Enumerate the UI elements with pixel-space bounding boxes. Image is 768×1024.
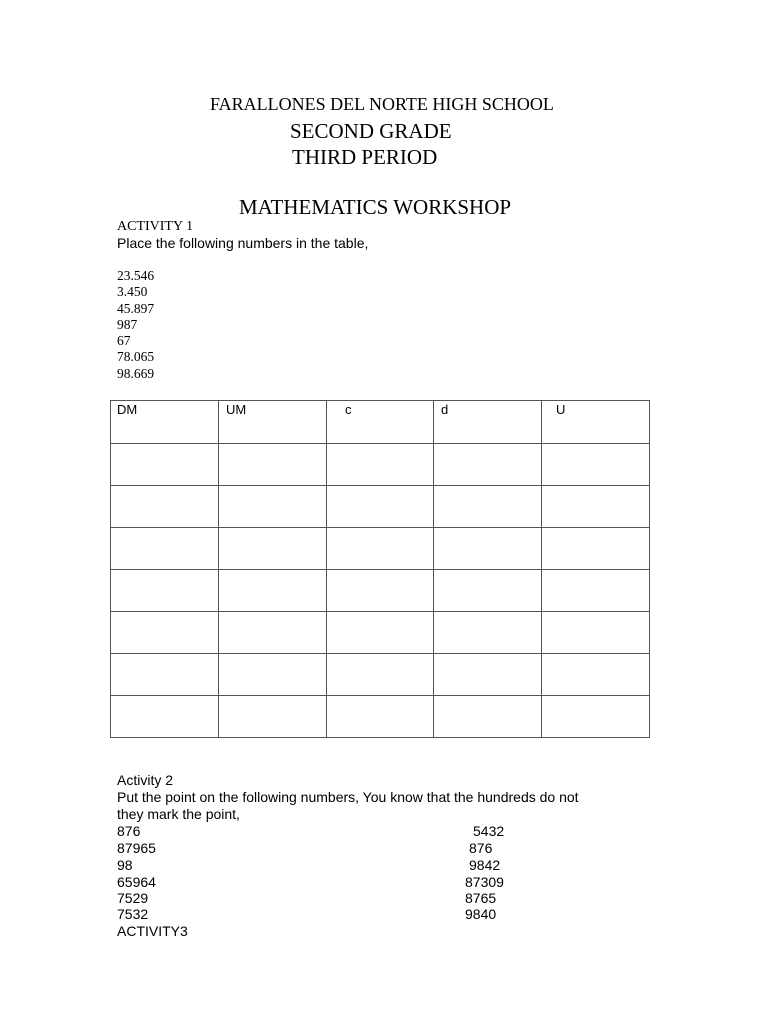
activity1-number-list (117, 268, 154, 382)
left-number: 87965 (117, 840, 156, 856)
table-cell[interactable] (327, 444, 434, 486)
table-row (111, 612, 650, 654)
activity2-title: Activity 2 (117, 772, 174, 788)
header-label: U (556, 402, 566, 417)
table-cell[interactable] (111, 570, 219, 612)
table-cell[interactable] (434, 486, 542, 528)
table-cell[interactable] (542, 486, 650, 528)
activity2-instruction-line1: Put the point on the following numbers, You know that the hundreds do not (117, 789, 579, 805)
header-label: UM (226, 402, 247, 417)
header-label: c (345, 402, 352, 417)
number-row (117, 874, 637, 891)
table-cell[interactable] (542, 612, 650, 654)
table-cell[interactable] (542, 570, 650, 612)
list-item: 98.669 (117, 365, 155, 381)
right-number: 5432 (473, 823, 505, 839)
activity3-title: ACTIVITY3 (117, 923, 188, 939)
table-row (111, 444, 650, 486)
table-cell[interactable] (219, 444, 327, 486)
left-number: 98 (117, 857, 133, 873)
number-row (117, 906, 637, 923)
table-cell[interactable] (219, 612, 327, 654)
right-number: 8765 (465, 890, 497, 906)
left-number: 65964 (117, 874, 156, 890)
table-cell[interactable] (434, 612, 542, 654)
table-row (111, 696, 650, 738)
header-cell-c (327, 401, 434, 444)
right-number: 9840 (465, 906, 497, 922)
table-row (111, 570, 650, 612)
list-item: 987 (117, 316, 138, 332)
table-header-row (111, 401, 650, 444)
header-cell-um (219, 401, 327, 444)
table-cell[interactable] (111, 528, 219, 570)
header-cell-u (542, 401, 650, 444)
table-row (111, 528, 650, 570)
school-name: FARALLONES DEL NORTE HIGH SCHOOL (210, 94, 554, 114)
list-item: 45.897 (117, 300, 155, 316)
place-value-table (110, 400, 650, 738)
header-label: d (441, 402, 449, 417)
table-cell[interactable] (327, 696, 434, 738)
activity2-instruction-line2: they mark the point, (117, 806, 240, 822)
table-cell[interactable] (111, 654, 219, 696)
table-cell[interactable] (434, 444, 542, 486)
list-item: 78.065 (117, 349, 155, 365)
table-cell[interactable] (219, 528, 327, 570)
table-cell[interactable] (434, 570, 542, 612)
table-cell[interactable] (434, 696, 542, 738)
table-cell[interactable] (219, 696, 327, 738)
table-cell[interactable] (542, 528, 650, 570)
table-cell[interactable] (542, 654, 650, 696)
table-row (111, 486, 650, 528)
table-cell[interactable] (327, 528, 434, 570)
number-row (117, 890, 637, 907)
left-number: 876 (117, 823, 141, 839)
table-cell[interactable] (327, 654, 434, 696)
workshop-title: MATHEMATICS WORKSHOP (239, 195, 512, 219)
table-cell[interactable] (327, 612, 434, 654)
table-cell[interactable] (434, 654, 542, 696)
number-row (117, 857, 637, 874)
right-number: 9842 (469, 857, 501, 873)
list-item: 67 (117, 333, 131, 349)
table-cell[interactable] (327, 486, 434, 528)
header-label: DM (117, 402, 138, 417)
table-cell[interactable] (434, 528, 542, 570)
list-item: 3.450 (117, 284, 148, 300)
list-item: 23.546 (117, 268, 155, 283)
right-number: 87309 (465, 874, 504, 890)
activity1-instruction: Place the following numbers in the table, (117, 235, 369, 251)
table-cell[interactable] (542, 444, 650, 486)
table-cell[interactable] (111, 612, 219, 654)
table-row (111, 654, 650, 696)
header-cell-d (434, 401, 542, 444)
table-cell[interactable] (111, 486, 219, 528)
left-number: 7529 (117, 890, 149, 906)
grade-heading: SECOND GRADE (290, 119, 452, 143)
table-cell[interactable] (327, 570, 434, 612)
table-cell[interactable] (111, 444, 219, 486)
right-number: 876 (469, 840, 493, 856)
table-cell[interactable] (219, 570, 327, 612)
number-row (117, 823, 637, 840)
activity1-title: ACTIVITY 1 (117, 219, 194, 234)
table-cell[interactable] (219, 486, 327, 528)
left-number: 7532 (117, 906, 149, 922)
table-cell[interactable] (542, 696, 650, 738)
table-cell[interactable] (219, 654, 327, 696)
period-heading: THIRD PERIOD (292, 145, 438, 169)
table-cell[interactable] (111, 696, 219, 738)
number-row (117, 840, 637, 857)
header-cell-dm (111, 401, 219, 444)
